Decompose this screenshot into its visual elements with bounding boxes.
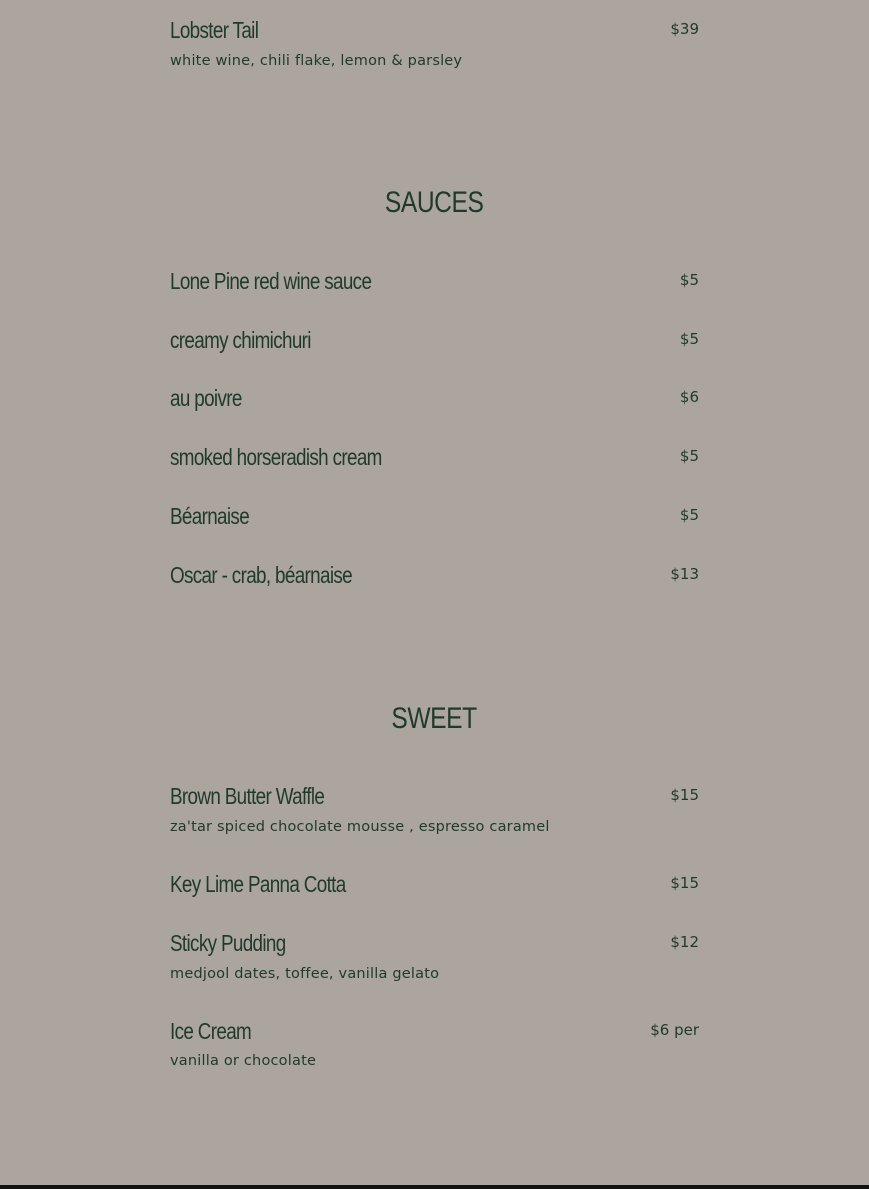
item-price: $5 [679, 447, 699, 465]
section-title-text: SWEET [391, 702, 478, 735]
item-price: $6 per [650, 1021, 699, 1039]
section-title-sauces [170, 185, 699, 221]
item-description: white wine, chili flake, lemon & parsley [170, 53, 463, 69]
item-price: $5 [679, 271, 699, 289]
item-price: $5 [679, 330, 699, 348]
item-price: $15 [670, 874, 699, 892]
item-price: $5 [679, 506, 699, 524]
item-name: creamy chimichuri [170, 327, 311, 353]
item-name: Sticky Pudding [170, 930, 286, 956]
item-price: $39 [670, 20, 699, 38]
item-name: Lobster Tail [170, 17, 259, 43]
item-price: $12 [670, 933, 699, 951]
item-name: Béarnaise [170, 503, 250, 529]
item-name: Oscar - crab, béarnaise [170, 562, 352, 588]
item-name: smoked horseradish cream [170, 444, 382, 470]
item-name: Brown Butter Waffle [170, 783, 325, 809]
item-description: za'tar spiced chocolate mousse , espresso caramel [170, 819, 550, 835]
item-description: vanilla or chocolate [170, 1053, 317, 1069]
item-price: $15 [670, 786, 699, 804]
section-title-text: SAUCES [385, 186, 484, 219]
item-price: $6 [679, 388, 699, 406]
item-name: Key Lime Panna Cotta [170, 871, 346, 897]
item-name: Lone Pine red wine sauce [170, 268, 372, 294]
item-name: Ice Cream [170, 1018, 252, 1044]
section-title-sweet [170, 701, 699, 737]
bottom-divider [0, 1185, 869, 1189]
item-name: au poivre [170, 385, 242, 411]
item-description: medjool dates, toffee, vanilla gelato [170, 966, 440, 982]
item-price: $13 [670, 565, 699, 583]
